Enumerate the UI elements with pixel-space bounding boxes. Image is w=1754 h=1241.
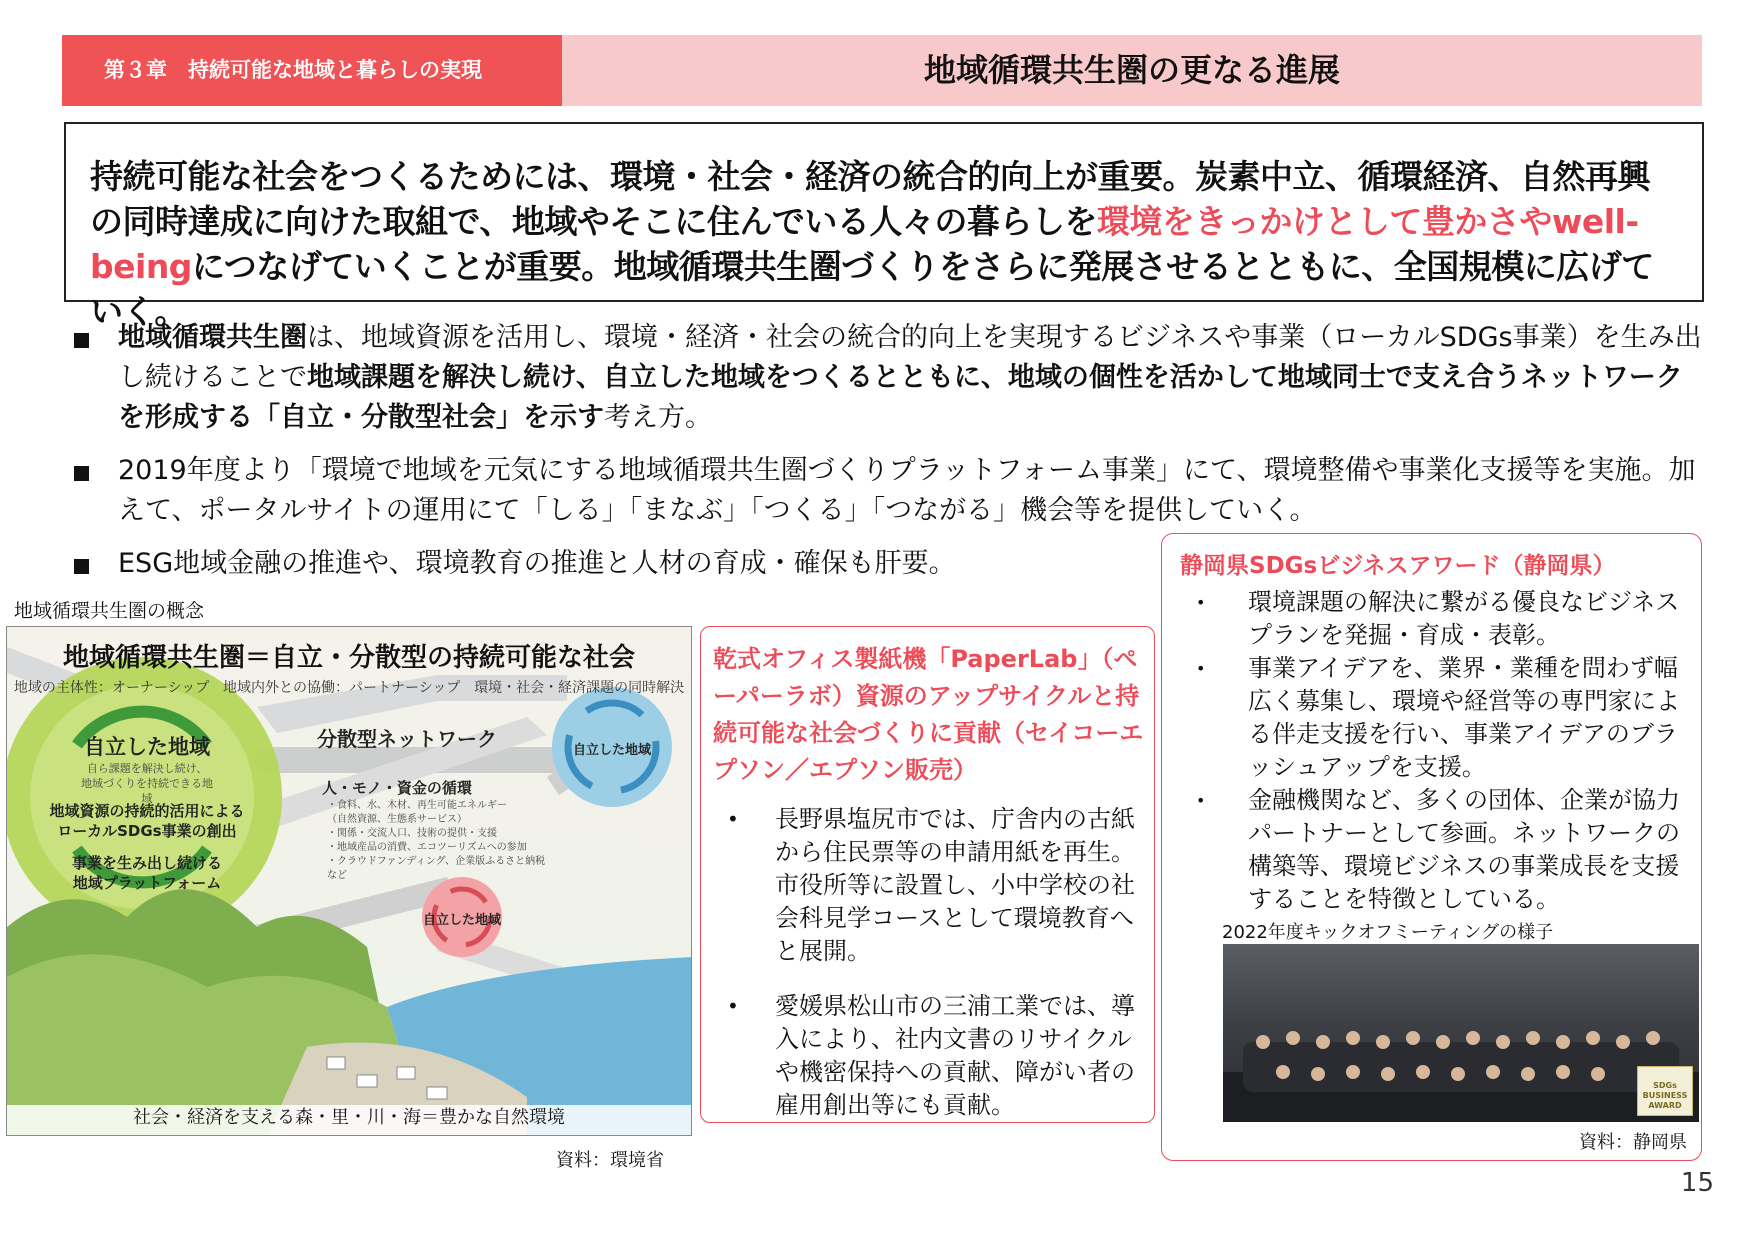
- left-region-note: [77, 761, 217, 806]
- concept-diagram: [6, 626, 692, 1136]
- bullet-1-text-2: 考え方。: [604, 402, 712, 433]
- award-list: [1182, 586, 1682, 916]
- left-region-platform-1: 事業を生み出し続ける: [71, 854, 222, 872]
- concept-sub-partnership: 地域内外との協働：パートナーシップ: [222, 680, 461, 696]
- left-region-note-1: 自ら課題を解決し続け、: [86, 762, 208, 775]
- bullet-3-text: ESG地域金融の推進や、環境教育の推進と人材の育成・確保も肝要。: [118, 548, 956, 579]
- list-item: • 環境課題の解決に繋がる優良なビジネスプランを発掘・育成・表彰。: [1182, 586, 1682, 652]
- network-label: 分散型ネットワーク: [317, 727, 497, 751]
- concept-sub-ownership: 地域の主体性：オーナーシップ: [13, 680, 210, 696]
- circulation-title: 人・モノ・資金の循環: [322, 779, 472, 797]
- concept-title: 地域循環共生圏＝自立・分散型の持続可能な社会: [62, 643, 635, 673]
- people-group-icon: [1223, 1012, 1699, 1122]
- bullet-item-2: [64, 451, 1704, 531]
- page-title: 地域循環共生圏の更なる進展: [923, 51, 1340, 89]
- bottom-region-label: 自立した地域: [422, 913, 501, 928]
- list-item: • 長野県塩尻市では、庁舎内の古紙から住民票等の申請用紙を再生。市役所等に設置し、小中学校の社会科見学コースとして環境教育へと展開。: [721, 803, 1141, 968]
- paperlab-list: [721, 803, 1141, 1144]
- left-region-platform-2: 地域プラットフォーム: [72, 874, 222, 892]
- bullet-1-text-1: は、地域資源を活用し、環境・経済・社会の統合的向上を実現するビジネスや事業（ローカルSDGs事業）を生み出し続けることで: [118, 322, 1702, 393]
- chapter-label: 第３章 持続可能な地域と暮らしの実現: [62, 35, 562, 106]
- page-number: 15: [1680, 1168, 1714, 1198]
- circulation-item-1b: （自然資源、生態系サービス）: [327, 814, 467, 825]
- left-region-title: 自立した地域: [84, 735, 210, 759]
- left-region-middle-2: ローカルSDGs事業の創出: [57, 822, 237, 840]
- summary-box: [64, 122, 1704, 331]
- bullet-item-1: [64, 318, 1704, 438]
- left-region-note-2: 地域づくりを持続できる地域: [81, 777, 213, 805]
- concept-source: 資料：環境省: [556, 1150, 664, 1171]
- bullet-1-bold-2: 地域課題を解決し続け、自立した地域をつくるとともに、地域の個性を活かして地域同士で支え合うネットワークを形成する「自立・分散型社会」を示す: [118, 362, 1683, 433]
- photo-caption: 2022年度キックオフミーティングの様子: [1222, 922, 1554, 943]
- page-header: [62, 35, 1702, 106]
- circulation-item-4: ・クラウドファンディング、企業版ふるさと納税 など: [327, 856, 556, 881]
- list-item: • 事業アイデアを、業界・業種を問わず幅広く募集し、環境や経営等の専門家による伴走支援を行い、事業アイデアのブラッシュアップを支援。: [1182, 652, 1682, 784]
- bullet-2-text: 2019年度より「環境で地域を元気にする地域循環共生圏づくりプラットフォーム事業」にて、環境整備や事業化支援等を実施。加えて、ポータルサイトの運用にて「しる」「まなぶ」「つくる」「つながる」機会等を提供していく。: [118, 455, 1696, 526]
- concept-bottom-caption: 社会・経済を支える森・里・川・海＝豊かな自然環境: [133, 1107, 565, 1128]
- list-item: • 愛媛県松山市の三浦工業では、導入により、社内文書のリサイクルや機密保持への貢献、障がい者の雇用創出等にも貢献。: [721, 990, 1141, 1122]
- square-bullet-icon: [74, 466, 89, 481]
- concept-subtitles: [7, 677, 691, 697]
- circulation-item-3: ・地域産品の消費、エコツーリズムへの参加: [327, 842, 527, 853]
- square-bullet-icon: [74, 559, 89, 574]
- left-region-platform: [57, 853, 237, 893]
- list-item: • 金融機関など、多くの団体、企業が協力パートナーとして参画。ネットワークの構築等、環境ビジネスの事業成長を支援することを特徴としている。: [1182, 784, 1682, 916]
- award-source: 資料：静岡県: [1579, 1132, 1687, 1153]
- meeting-photo: [1223, 944, 1699, 1122]
- right-region-label: 自立した地域: [572, 743, 651, 758]
- concept-sub-simultaneous: 環境・社会・経済課題の同時解決: [474, 680, 685, 696]
- circulation-item-2: ・関係・交流人口、技術の提供・支援: [327, 828, 497, 839]
- paperlab-title: 乾式オフィス製紙機「PaperLab」（ペーパーラボ）資源のアップサイクルと持続可能な社会づくりに貢献（セイコーエプソン／エプソン販売）: [713, 645, 1144, 784]
- bullet-1-bold-1: 地域循環共生圏: [118, 322, 307, 353]
- summary-highlight: 環境をきっかけとして豊かさやwell-being: [90, 202, 1639, 286]
- left-region-middle-1: 地域資源の持続的活用による: [49, 802, 245, 820]
- circulation-list: [327, 799, 556, 883]
- concept-caption: 地域循環共生圏の概念: [14, 600, 205, 622]
- award-title: 静岡県SDGsビジネスアワード（静岡県）: [1180, 553, 1616, 579]
- summary-text-2: につなげていくことが重要。地域循環共生圏づくりをさらに発展させるとともに、全国規模に広げていく。: [90, 247, 1654, 331]
- left-region-middle: [37, 801, 257, 841]
- paperlab-box: [700, 626, 1155, 1123]
- circulation-item-1: ・食料、水、木材、再生可能エネルギー: [327, 800, 507, 811]
- award-box: [1161, 533, 1702, 1161]
- square-bullet-icon: [74, 333, 89, 348]
- summary-text-1: 持続可能な社会をつくるためには、環境・社会・経済の統合的向上が重要。炭素中立、循環経済、自然再興の同時達成に向けた取組で、地域やそこに住んでいる人々の暮らしを: [90, 157, 1650, 241]
- sdgs-award-logo: SDGs BUSINESS AWARD: [1637, 1066, 1693, 1116]
